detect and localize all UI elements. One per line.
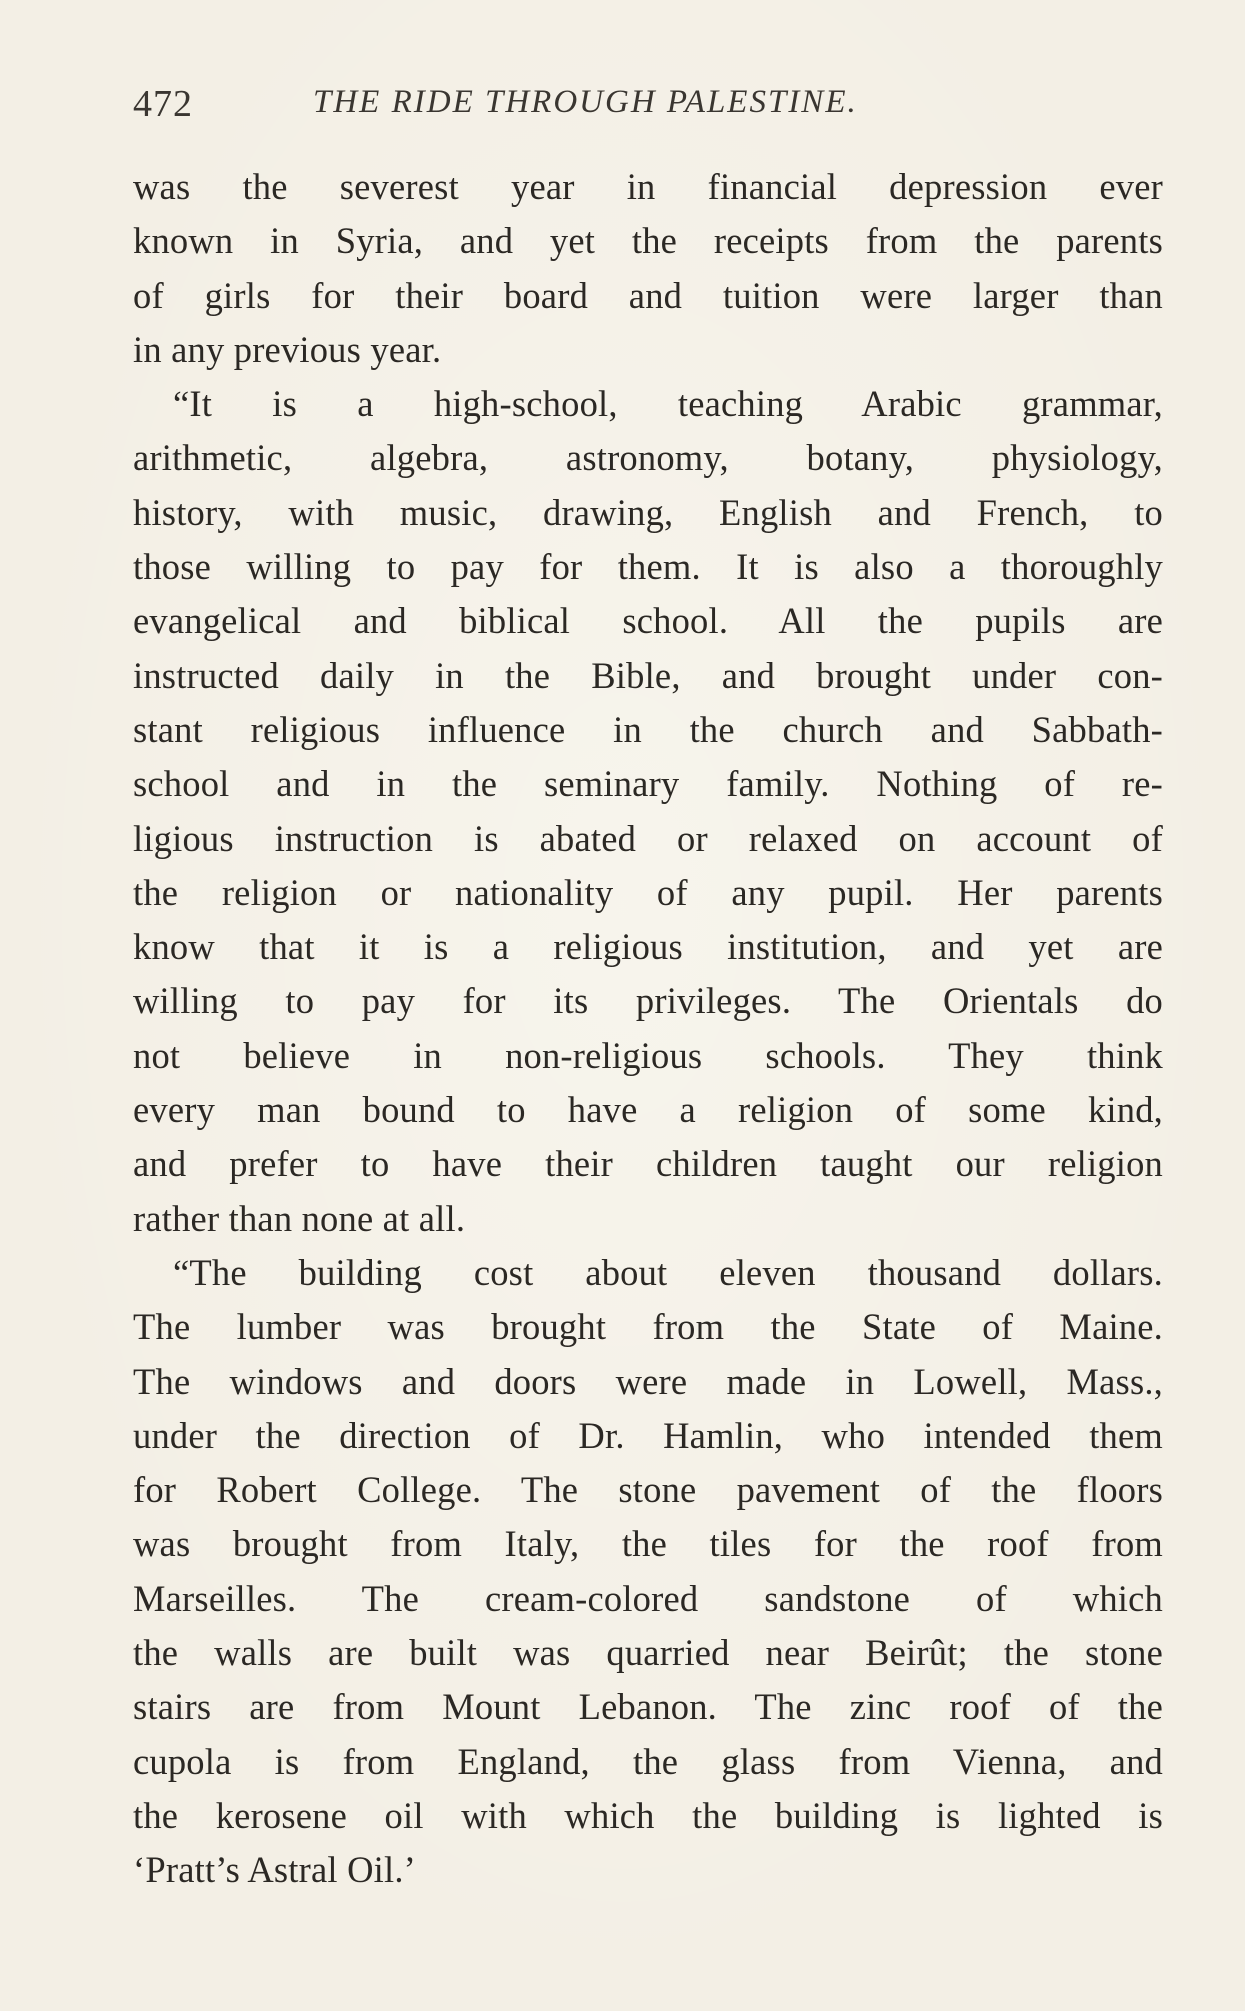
text-line: “The building cost about eleven thousand dollars. [173,1251,1163,1293]
text-line: cupola is from England, the glass from Vienna, and [133,1740,1163,1782]
text-line: ligious instruction is abated or relaxed on account of [133,817,1163,859]
text-line: The windows and doors were made in Lowell, Mass., [133,1360,1163,1402]
text-line: was brought from Italy, the tiles for the roof from [133,1523,1163,1565]
text-line: school and in the seminary family. Nothing of re- [133,763,1163,805]
text-line: arithmetic, algebra, astronomy, botany, physiology, [133,437,1163,479]
text-line: “It is a high-school, teaching Arabic grammar, [173,383,1163,425]
text-line: Marseilles. The cream-colored sandstone of which [133,1577,1163,1619]
text-line: the kerosene oil with which the building is lighted is [133,1794,1163,1836]
text-line: rather than none at all. [133,1197,466,1239]
text-line: stairs are from Mount Lebanon. The zinc roof of the [133,1686,1163,1728]
text-line: was the severest year in financial depression ever [133,166,1163,207]
text-line: those willing to pay for them. It is also a thoroughly [133,546,1163,588]
text-line: in any previous year. [133,328,442,370]
running-head [133,82,993,130]
text-line: know that it is a religious institution, and yet are [133,926,1163,968]
text-line: known in Syria, and yet the receipts from the parents [133,220,1163,262]
text-line: for Robert College. The stone pavement of the floors [133,1469,1163,1511]
text-line: willing to pay for its privileges. The Orientals do [133,980,1163,1022]
text-line: evangelical and biblical school. All the pupils are [133,600,1163,642]
text-line: ‘Pratt’s Astral Oil.’ [133,1849,416,1891]
text-line: the walls are built was quarried near Beirût; the stone [133,1632,1163,1674]
text-line: under the direction of Dr. Hamlin, who intended them [133,1414,1163,1456]
text-line: the religion or nationality of any pupil. Her parents [133,871,1163,913]
text-line: instructed daily in the Bible, and brought under con- [133,654,1163,696]
text-line: not believe in non-religious schools. They think [133,1034,1163,1076]
text-line: of girls for their board and tuition were larger than [133,274,1163,316]
text-line: history, with music, drawing, English and French, to [133,491,1163,533]
page-number: 472 [133,83,193,125]
text-line: every man bound to have a religion of some kind, [133,1089,1163,1131]
body-text [133,160,1163,1898]
text-line: and prefer to have their children taught our religion [133,1143,1163,1185]
running-title: THE RIDE THROUGH PALESTINE. [313,84,858,120]
text-line: stant religious influence in the church and Sabbath- [133,708,1163,750]
text-line: The lumber was brought from the State of Maine. [133,1306,1163,1348]
